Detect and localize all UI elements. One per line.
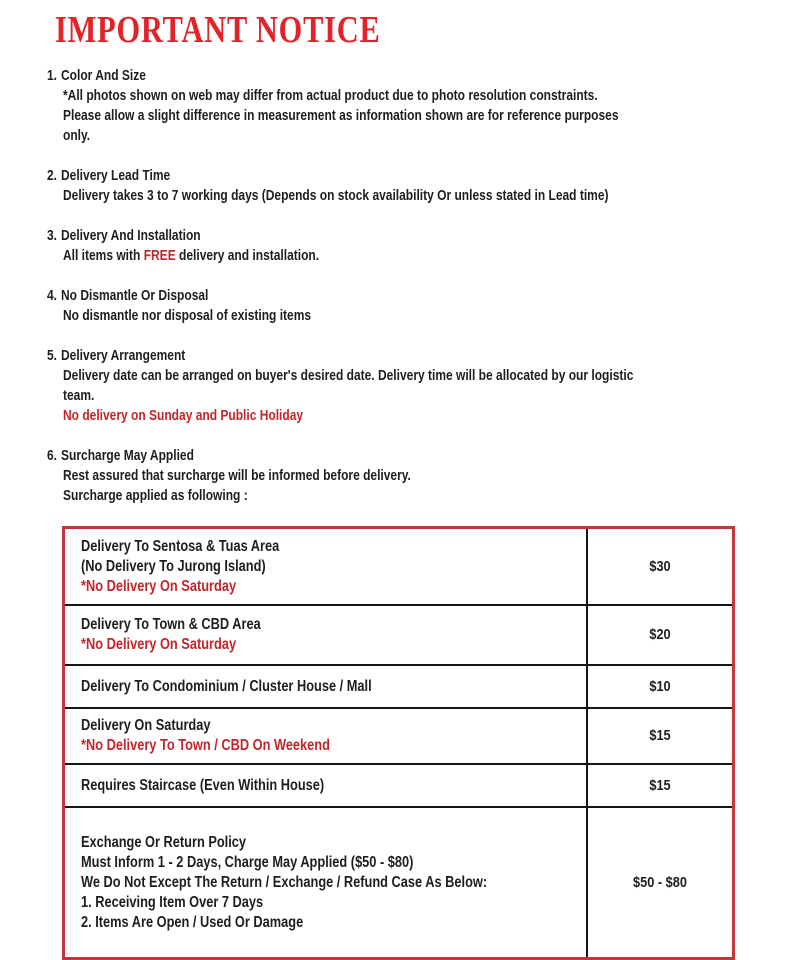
row-line: 1. Receiving Item Over 7 Days [81,893,264,911]
table-row [65,529,732,605]
price-value: $20 [649,626,671,643]
line-suffix: delivery and installation. [175,247,320,264]
section-number: 3. [47,227,58,244]
body-line: only. [63,127,91,144]
row-line: Must Inform 1 - 2 Days, Charge May Applied ($50 - $80) [81,853,414,871]
row-line: Delivery On Saturday [81,717,211,734]
surcharge-price-cell [587,605,732,665]
row-line: We Do Not Except The Return / Exchange / Refund Case As Below: [81,873,488,891]
section-delivery-lead-time [47,166,800,206]
table-row [65,708,732,764]
surcharge-description-cell [65,529,587,605]
section-number: 5. [47,347,58,364]
price-value: $30 [649,557,671,575]
section-delivery-arrangement [47,346,800,426]
body-line: team. [63,387,95,404]
surcharge-price-cell [587,807,732,957]
section-body [63,466,800,506]
section-heading [47,166,649,186]
section-title: Delivery Arrangement [61,347,186,364]
section-heading [47,66,649,86]
free-highlight: FREE [143,247,176,264]
surcharge-description-cell [65,764,587,807]
row-line: Exchange Or Return Policy [81,833,247,851]
section-surcharge-may-applied [47,446,800,506]
section-number: 1. [47,67,58,84]
surcharge-description-cell [65,605,587,665]
section-number: 2. [47,167,58,184]
table-row [65,665,732,708]
price-value: $15 [649,776,671,794]
body-line: Please allow a slight difference in measurement as information shown are for reference purposes [63,107,619,124]
notice-page [0,9,800,931]
section-heading [47,446,649,466]
section-color-and-size [47,66,800,146]
notice-sections [47,66,800,506]
row-line: 2. Items Are Open / Used Or Damage [81,913,304,931]
surcharge-table [65,529,732,957]
section-body [63,186,800,206]
section-body [63,306,800,326]
body-line: *All photos shown on web may differ from actual product due to photo resolution constraints. [63,87,598,104]
section-body [63,86,800,146]
surcharge-description-cell [65,807,587,957]
surcharge-price-cell [587,665,732,708]
price-value: $15 [649,727,671,744]
section-delivery-and-installation [47,226,800,266]
body-line: Surcharge applied as following : [63,487,248,504]
section-title: Delivery And Installation [61,227,201,244]
row-line: Requires Staircase (Even Within House) [81,776,325,794]
row-restriction-note: *No Delivery On Saturday [81,577,237,595]
surcharge-description-cell [65,665,587,708]
section-number: 4. [47,287,58,304]
section-heading [47,346,649,366]
row-line: Delivery To Sentosa & Tuas Area [81,537,280,555]
page-title: IMPORTANT NOTICE [55,9,381,51]
body-line: No dismantle nor disposal of existing items [63,307,312,324]
price-value: $50 - $80 [633,873,687,891]
no-sunday-delivery-note: No delivery on Sunday and Public Holiday [63,407,304,424]
section-body [63,366,800,426]
surcharge-price-cell [587,708,732,764]
table-row [65,807,732,957]
row-line: (No Delivery To Jurong Island) [81,557,266,575]
section-title: No Dismantle Or Disposal [61,287,209,304]
price-value: $10 [649,677,671,695]
section-heading [47,286,649,306]
body-line: Delivery date can be arranged on buyer's desired date. Delivery time will be allocated by our logistic [63,367,634,384]
surcharge-price-cell [587,529,732,605]
surcharge-price-cell [587,764,732,807]
row-line: Delivery To Condominium / Cluster House / Mall [81,677,372,695]
section-heading [47,226,649,246]
table-row [65,605,732,665]
section-title: Color And Size [61,67,146,84]
section-title: Surcharge May Applied [61,447,194,464]
body-line: Delivery takes 3 to 7 working days (Depends on stock availability Or unless stated in Lead time) [63,187,609,204]
row-restriction-note: *No Delivery To Town / CBD On Weekend [81,737,330,754]
section-title: Delivery Lead Time [61,167,171,184]
body-line: Rest assured that surcharge will be informed before delivery. [63,467,411,484]
section-body [63,246,800,266]
surcharge-description-cell [65,708,587,764]
section-number: 6. [47,447,58,464]
surcharge-table-border [62,526,735,960]
section-no-dismantle-or-disposal [47,286,800,326]
body-line [63,246,653,266]
table-row [65,764,732,807]
line-prefix: All items with [63,247,144,264]
row-line: Delivery To Town & CBD Area [81,616,261,633]
row-restriction-note: *No Delivery On Saturday [81,636,237,653]
